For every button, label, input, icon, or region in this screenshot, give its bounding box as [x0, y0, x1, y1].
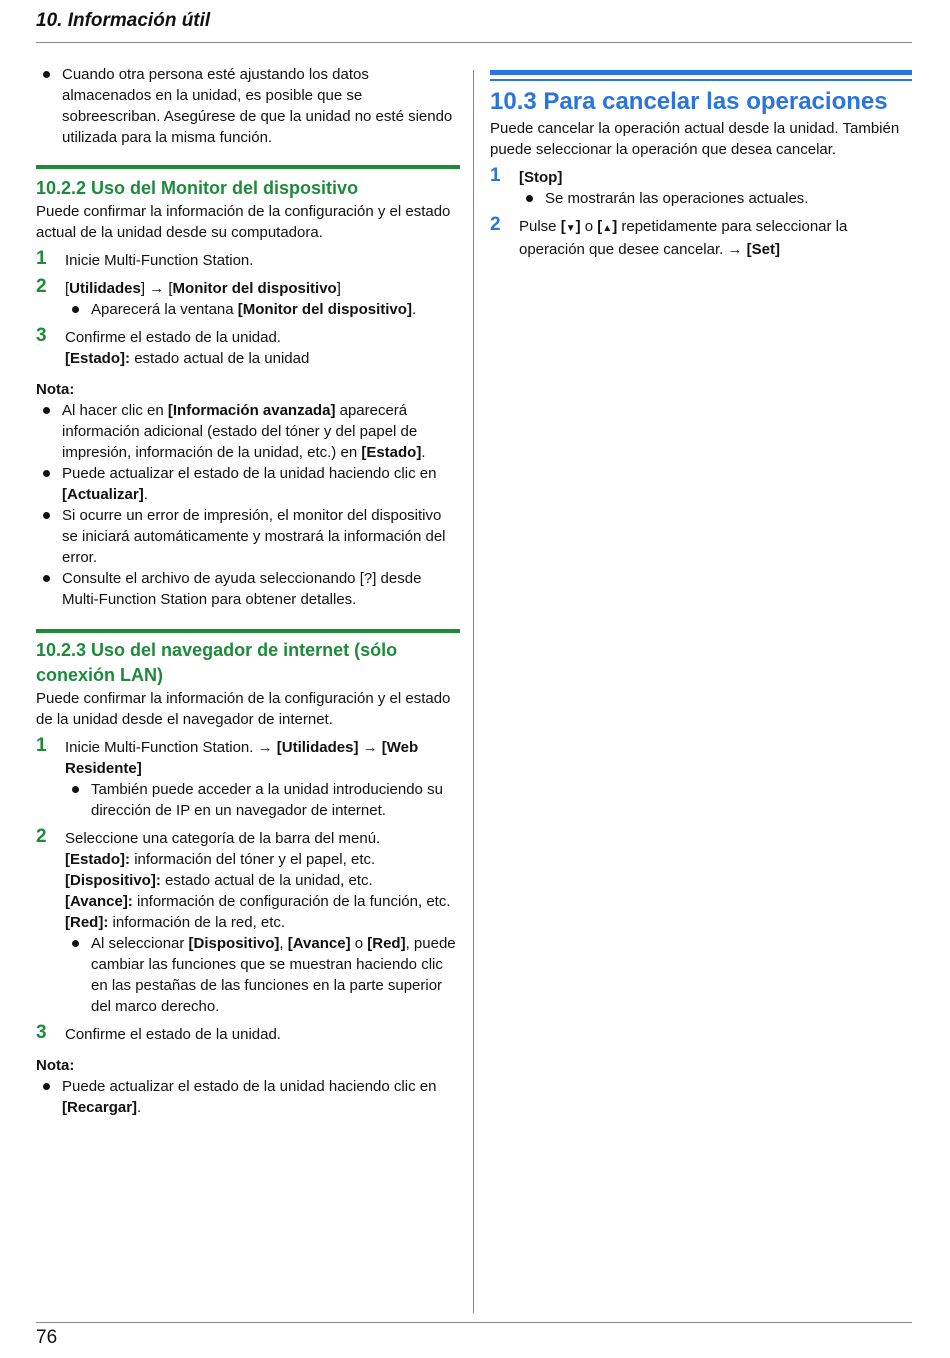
- nota-label: Nota:: [36, 381, 75, 398]
- header-rule: [36, 42, 912, 43]
- step-number: 1: [490, 165, 501, 186]
- kw-stop: [Stop]: [519, 169, 563, 186]
- step-number: 2: [36, 826, 47, 847]
- arrow-icon: →: [727, 241, 743, 258]
- step-3-browser: [36, 1024, 460, 1045]
- left-column: [36, 64, 460, 1118]
- step-1-sub-bullet: Se mostrarán las operaciones actuales.: [519, 188, 912, 209]
- heading-10-2-3: 10.2.3 Uso del navegador de internet (sólo conexión LAN): [36, 640, 398, 685]
- step-2-monitor: [36, 278, 460, 320]
- page-header-title: 10. Información útil: [36, 10, 211, 31]
- intro-10-2-3: Puede confirmar la información de la configuración y el estado de la unidad desde el navegador de internet.: [36, 690, 451, 728]
- step-text: Confirme el estado de la unidad.: [65, 329, 281, 346]
- nota-bullet: Si ocurre un error de impresión, el monitor del dispositivo se iniciará automáticamente y mostrará la información del error.: [36, 505, 460, 568]
- estado-definition: [Estado]: estado actual de la unidad: [65, 350, 310, 367]
- heading-10-2-2: 10.2.2 Uso del Monitor del dispositivo: [36, 178, 359, 198]
- step-2-sub-bullet: Al seleccionar [Dispositivo], [Avance] o [Red], puede cambiar las funciones que se muestran haciendo clic en las pestañas de las funciones en la parte superior del marco derecho.: [65, 933, 460, 1017]
- category-red: [Red]: información de la red, etc.: [65, 914, 286, 931]
- category-dispositivo: [Dispositivo]: estado actual de la unidad, etc.: [65, 872, 373, 889]
- kw-monitor: [Monitor del dispositivo]: [168, 280, 341, 297]
- footer-rule: [36, 1322, 912, 1323]
- step-1-browser: 1 Inicie Multi-Function Station. → [Utilidades] → [Web Residente] También puede acceder a la unidad introduciendo su dirección de IP en un navegador de internet.: [36, 737, 460, 821]
- step-text: Confirme el estado de la unidad.: [65, 1026, 281, 1043]
- intro-10-3: Puede cancelar la operación actual desde la unidad. También puede seleccionar la operación que desea cancelar.: [490, 120, 900, 158]
- right-column: [490, 64, 912, 260]
- arrow-icon: →: [362, 739, 378, 756]
- step-1-cancel: [490, 167, 912, 209]
- nota-bullet: Consulte el archivo de ayuda seleccionando [?] desde Multi-Function Station para obtener detalles.: [36, 568, 460, 610]
- step-text: Inicie Multi-Function Station.: [65, 252, 254, 269]
- page-number: 76: [36, 1327, 58, 1348]
- help-icon: ?: [363, 570, 373, 587]
- step-number: 2: [36, 276, 47, 297]
- step-text: Seleccione una categoría de la barra del menú.: [65, 830, 381, 847]
- kw-set: [Set]: [746, 241, 781, 258]
- heading-10-3: 10.3 Para cancelar las operaciones: [490, 88, 888, 115]
- kw-utilidades: [Utilidades]: [65, 280, 146, 297]
- arrow-icon: →: [257, 739, 273, 756]
- section-rule-thick: [490, 70, 912, 75]
- step-2-sub-bullet: Aparecerá la ventana [Monitor del dispositivo].: [65, 299, 460, 320]
- down-arrow-key-icon: [▼]: [560, 218, 581, 235]
- nota-label: Nota:: [36, 1057, 75, 1074]
- category-avance: [Avance]: información de configuración de la función, etc.: [65, 893, 451, 910]
- step-number: 2: [490, 214, 501, 235]
- step-2-browser: [36, 828, 460, 1017]
- step-2-cancel: 2 Pulse [▼] o [▲] repetidamente para seleccionar la operación que desee cancelar. → [Set]: [490, 214, 848, 258]
- step-1-sub-bullet: También puede acceder a la unidad introduciendo su dirección de IP en un navegador de internet.: [65, 779, 460, 821]
- section-rule-1023: [36, 629, 460, 633]
- category-estado: [Estado]: información del tóner y el papel, etc.: [65, 851, 376, 868]
- step-3-monitor: [36, 327, 460, 369]
- column-divider: [473, 70, 474, 1313]
- step-text: Inicie Multi-Function Station.: [65, 739, 254, 756]
- step-number: 1: [36, 248, 47, 269]
- step-number: 1: [36, 735, 47, 756]
- nota-bullet: Puede actualizar el estado de la unidad haciendo clic en [Actualizar].: [36, 463, 460, 505]
- nota-bullet: Al hacer clic en [Información avanzada] aparecerá información adicional (estado del tóner y del papel de impresión, información de la unidad, etc.) en [Estado].: [36, 400, 460, 463]
- section-rule-1022: [36, 165, 460, 169]
- intro-bullet: Cuando otra persona esté ajustando los datos almacenados en la unidad, es posible que se sobreescriban. Asegúrese de que la unidad no esté siendo utilizada para la misma función.: [36, 64, 460, 148]
- intro-10-2-2: Puede confirmar la información de la configuración y el estado actual de la unidad desde su computadora.: [36, 203, 451, 241]
- section-rule-thin: [490, 79, 912, 81]
- step-number: 3: [36, 1022, 47, 1043]
- step-1-monitor: [36, 250, 460, 271]
- step-number: 3: [36, 325, 47, 346]
- nota-bullet: Puede actualizar el estado de la unidad haciendo clic en [Recargar].: [36, 1076, 460, 1118]
- arrow-icon: →: [149, 280, 165, 297]
- up-arrow-key-icon: [▲]: [597, 218, 618, 235]
